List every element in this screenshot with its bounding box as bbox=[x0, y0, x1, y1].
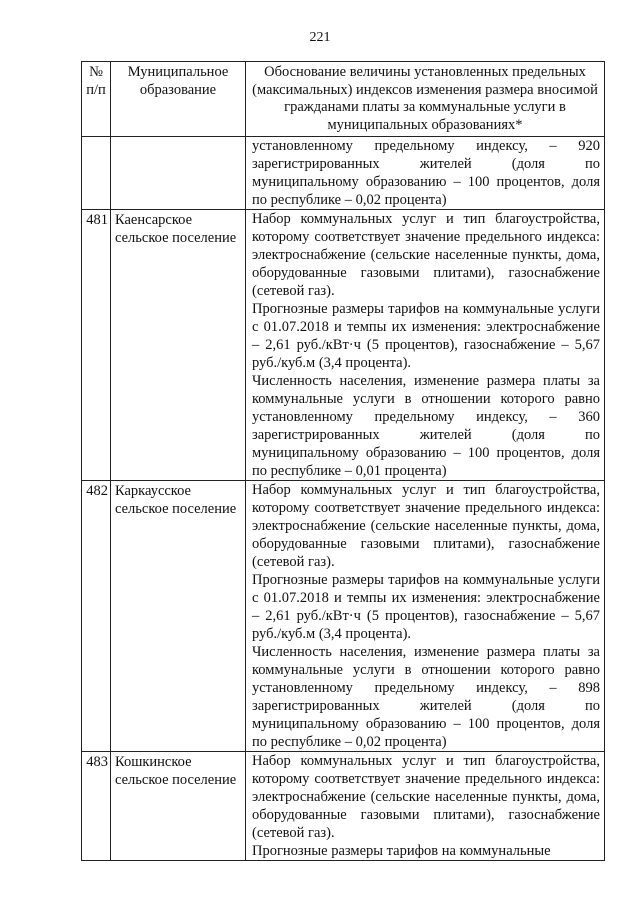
continuation-text-cell bbox=[246, 137, 605, 210]
row-municipality: Каенсарское сельское поселение bbox=[111, 210, 246, 481]
page-number: 221 bbox=[309, 30, 331, 45]
justification-paragraph: Прогнозные размеры тарифов на коммунальные услуги с 01.07.2018 и темпы их изменения: электроснабжение – 2,61 руб./кВт·ч (5 процентов), газоснабжение – 5,67 руб./куб.м (3,4 процента). bbox=[252, 572, 600, 642]
header-justification: Обоснование величины установленных предельных (максимальных) индексов изменения размера вносимой гражданами платы за коммунальные услуги в муниципальных образованиях* bbox=[246, 62, 605, 137]
table-header-row bbox=[82, 62, 605, 137]
row-number: 483 bbox=[82, 752, 111, 861]
justification-paragraph: Численность населения, изменение размера платы за коммунальные услуги в отношении которого равно установленному предельному индексу, – 898 зарегистрированных жителей (доля по муниципальному образованию – 100 процентов, доля по республике – 0,02 процента) bbox=[252, 644, 600, 750]
justification-paragraph: Прогнозные размеры тарифов на коммунальные услуги с 01.07.2018 и темпы их изменения: электроснабжение – 2,61 руб./кВт·ч (5 процентов), газоснабжение – 5,67 руб./куб.м (3,4 процента). bbox=[252, 301, 600, 371]
justification-paragraph: Численность населения, изменение размера платы за коммунальные услуги в отношении которого равно установленному предельному индексу, – 360 зарегистрированных жителей (доля по муниципальному образованию – 100 процентов, доля по республике – 0,01 процента) bbox=[252, 373, 600, 479]
justification-paragraph: Набор коммунальных услуг и тип благоустройства, которому соответствует значение предельного индекса: электроснабжение (сельские населенные пункты, дома, оборудованные газовыми плитами), газоснабжение (сетевой газ). bbox=[252, 482, 600, 570]
table-row bbox=[82, 752, 605, 861]
tariff-table bbox=[81, 61, 605, 861]
row-municipality: Кошкинское сельское поселение bbox=[111, 752, 246, 861]
table-row bbox=[82, 481, 605, 752]
continuation-municipality-cell bbox=[111, 137, 246, 210]
continuation-paragraph: установленному предельному индексу, – 920 зарегистрированных жителей (доля по муниципальному образованию – 100 процентов, доля по республике – 0,02 процента) bbox=[252, 138, 600, 208]
row-justification bbox=[246, 481, 605, 752]
continuation-num-cell bbox=[82, 137, 111, 210]
header-municipality: Муниципальное образование bbox=[111, 62, 246, 137]
row-number: 482 bbox=[82, 481, 111, 752]
row-municipality: Каркаусское сельское поселение bbox=[111, 481, 246, 752]
justification-paragraph: Прогнозные размеры тарифов на коммунальные bbox=[252, 843, 551, 859]
justification-paragraph: Набор коммунальных услуг и тип благоустройства, которому соответствует значение предельного индекса: электроснабжение (сельские населенные пункты, дома, оборудованные газовыми плитами), газоснабжение (сетевой газ). bbox=[252, 211, 600, 299]
row-justification bbox=[246, 210, 605, 481]
table-row bbox=[82, 210, 605, 481]
row-justification bbox=[246, 752, 605, 861]
header-num: № п/п bbox=[82, 62, 111, 137]
continuation-row bbox=[82, 137, 605, 210]
justification-paragraph: Набор коммунальных услуг и тип благоустройства, которому соответствует значение предельного индекса: электроснабжение (сельские населенные пункты, дома, оборудованные газовыми плитами), газоснабжение (сетевой газ). bbox=[252, 753, 600, 841]
row-number: 481 bbox=[82, 210, 111, 481]
